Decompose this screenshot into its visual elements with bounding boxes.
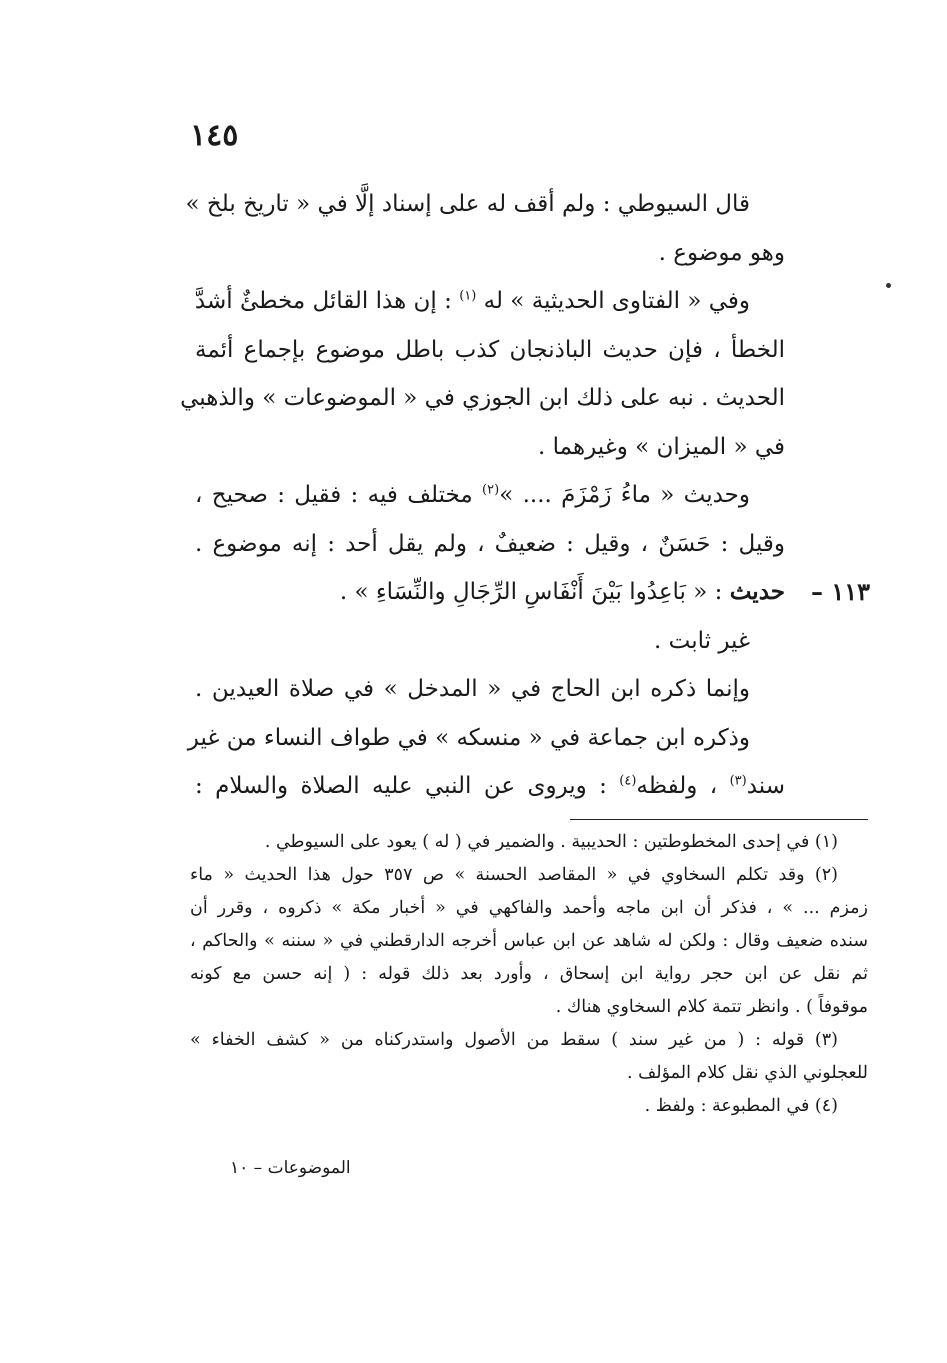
footnote-line: ثم نقل عن ابن حجر رواية ابن إسحاق ، وأورد بعد ذلك قوله : ( إنه حسن مع كونه (190, 964, 868, 984)
text-line: وحديث « ماءُ زَمْزَمَ .... »$^{(٢)}$ مختلف فيه : فقيل : صحيح ، (195, 482, 751, 508)
text-line: وقيل : حَسَنٌ ، وقيل : ضعيفٌ ، ولم يقل أحد : إنه موضوع . (195, 530, 785, 557)
text-line: قال السيوطي : ولم أقف له على إسناد إلَّا في « تاريخ بلخ » (185, 191, 750, 217)
page-footer: الموضوعات – ١٠ (230, 1158, 351, 1178)
footnote-line: (١) في إحدى المخطوطتين : الحديبية . والضمير في ( له ) يعود على السيوطي . (264, 832, 838, 852)
text-line: الحديث . نبه على ذلك ابن الجوزي في « الموضوعات » والذهبي (180, 385, 785, 411)
margin-dot (886, 283, 891, 288)
main-text (180, 180, 870, 811)
footnote-line: للعجلوني الذي نقل كلام المؤلف . (627, 1063, 868, 1083)
footnote-line: موقوفاً ) . وانظر تتمة كلام السخاوي هناك . (555, 997, 868, 1017)
page-number: ١٤٥ (190, 118, 239, 153)
footnote-line: (٢) وقد تكلم السخاوي في « المقاصد الحسنة » ص ٣٥٧ حول هذا الحديث « ماء (190, 865, 838, 885)
footnote-line: زمزم ... » ، فذكر أن ابن ماجه وأحمد والفاكهي في « أخبار مكة » ذكروه ، وقرر أن (190, 898, 868, 918)
text-line: سند$^{(٣)}$ ، ولفظه$^{(٤)}$ : ويروى عن النبي عليه الصلاة والسلام : (195, 773, 786, 799)
footnote-line: (٣) قوله : ( من غير سند ) سقط من الأصول واستدركناه من « كشف الخفاء » (190, 1030, 838, 1050)
footnote-line: سنده ضعيف وقال : ولكن له شاهد عن ابن عباس أخرجه الدارقطني في « سننه » والحاكم ، (190, 931, 868, 951)
text-line: غير ثابت . (654, 627, 750, 654)
footnote-ref: (٣) (729, 773, 747, 789)
text-line: وذكره ابن جماعة في « منسكه » في طواف النساء من غير (187, 724, 750, 751)
text-line: وهو موضوع . (658, 239, 785, 266)
hadith-text: : « بَاعِدُوا بَيْنَ أَنْفَاسِ الرِّجَالِ والنِّسَاءِ » . (339, 579, 723, 605)
footnote-ref: (٤) (619, 773, 637, 789)
hadith-label: حديث (729, 578, 785, 605)
text-line: الخطأ ، فإن حديث الباذنجان كذب باطل موضوع بإجماع أئمة (195, 336, 785, 363)
text-line: وإنما ذكره ابن الحاج في « المدخل » في صلاة العيدين . (195, 676, 750, 702)
hadith-number: ١١٣ – (810, 577, 870, 606)
hadith-heading (195, 568, 870, 617)
footnotes (190, 826, 868, 1123)
text-line: وفي « الفتاوى الحديثية » له $^{(١)}$ : إن هذا القائل مخطئٌ أشدَّ (194, 288, 750, 314)
text-line: في « الميزان » وغيرهما . (538, 433, 785, 460)
footnote-separator (570, 819, 868, 820)
footnote-ref: (٢) (482, 482, 500, 498)
footnote-ref: (١) (459, 288, 477, 304)
footnote-line: (٤) في المطبوعة : ولفظ . (644, 1096, 838, 1116)
